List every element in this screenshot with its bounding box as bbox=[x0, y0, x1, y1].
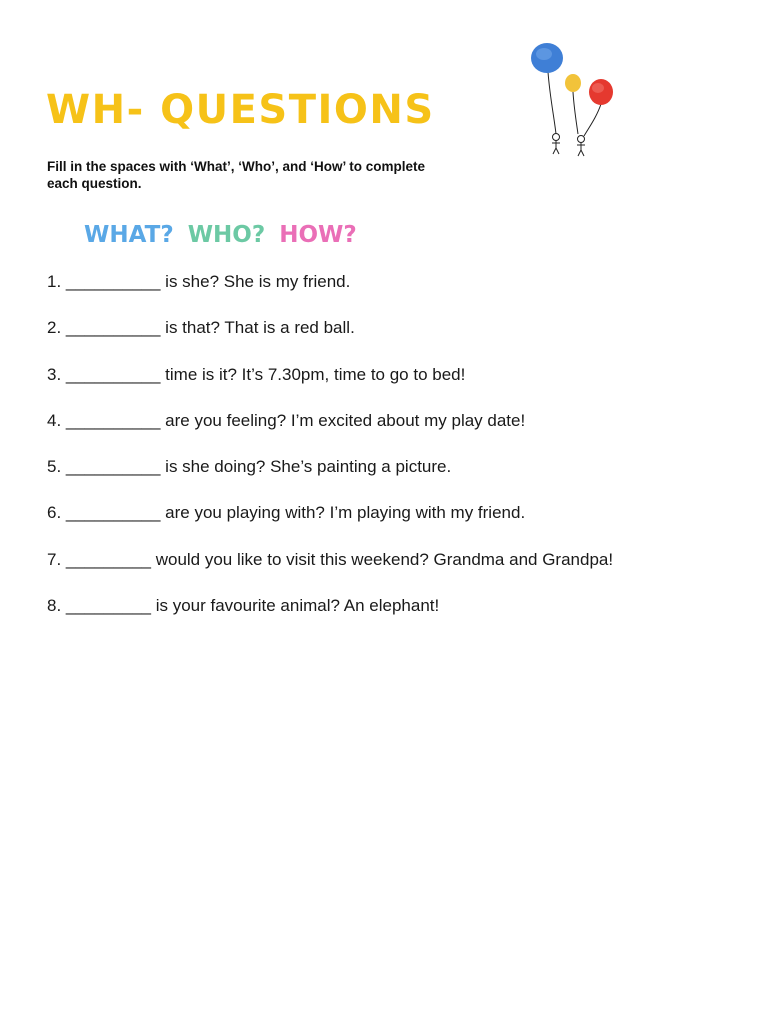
question-item: 2. __________ is that? That is a red ball. bbox=[47, 318, 355, 338]
instructions-text: Fill in the spaces with ‘What’, ‘Who’, and ‘How’ to complete each question. bbox=[47, 159, 426, 191]
question-item: 8. _________ is your favourite animal? An elephant! bbox=[47, 596, 440, 616]
question-list bbox=[47, 270, 613, 640]
word-bank-how: HOW? bbox=[279, 222, 357, 248]
question-item: 5. __________ is she doing? She’s painting a picture. bbox=[47, 457, 452, 477]
balloons-icon bbox=[524, 38, 624, 158]
word-bank-who: WHO? bbox=[187, 222, 266, 248]
worksheet-title: WH- QUESTIONS bbox=[46, 87, 435, 133]
question-item: 6. __________ are you playing with? I’m playing with my friend. bbox=[47, 503, 526, 523]
word-bank-what: WHAT? bbox=[84, 222, 174, 248]
question-item: 3. __________ time is it? It’s 7.30pm, time to go to bed! bbox=[47, 364, 466, 384]
question-item: 7. _________ would you like to visit this weekend? Grandma and Grandpa! bbox=[47, 549, 614, 569]
word-bank bbox=[84, 220, 363, 250]
question-item: 1. __________ is she? She is my friend. bbox=[47, 272, 351, 291]
question-item: 4. __________ are you feeling? I’m excited about my play date! bbox=[47, 410, 526, 430]
